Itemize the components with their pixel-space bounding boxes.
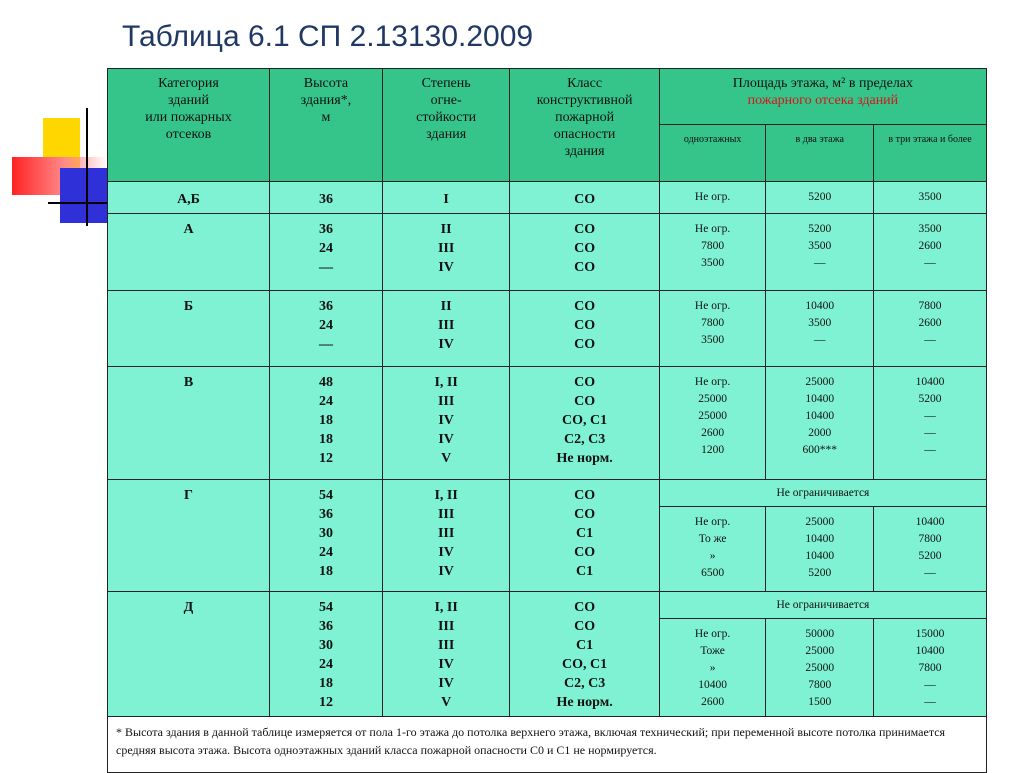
cell-fire-resistance: I [382,182,510,214]
cell-one-storey: Не огр. 25000 25000 2600 1200 [659,366,766,479]
cell-three-storey: 10400 5200 — — — [874,366,987,479]
table-row [108,182,987,214]
cell-fire-resistance: I, II III III IV IV V [382,592,510,716]
page-title: Таблица 6.1 СП 2.13130.2009 [122,20,534,53]
cell-height: 48 24 18 18 12 [270,366,383,479]
cell-fire-resistance: II III IV [382,290,510,366]
table-row [108,290,987,366]
cell-category: Г [108,480,270,592]
cell-one-storey: Не огр. То же » 6500 [659,507,766,592]
cell-category: А,Б [108,182,270,214]
cell-height: 54 36 30 24 18 [270,480,383,592]
cell-one-storey: Не огр. 7800 3500 [659,290,766,366]
cell-category: В [108,366,270,479]
cell-one-storey: Не огр. [659,182,766,214]
table-footnote: * Высота здания в данной таблице измеряется от пола 1-го этажа до потолка верхнего этажа, включая технический; при переменной высоте потолка принимается средняя высота этажа. Высота одноэтажных зданий класса пожарной опасности С0 и С1 не нормируется. [108,716,987,772]
cell-class: СО СО С1 СО С1 [510,480,659,592]
cell-three-storey: 7800 2600 — [874,290,987,366]
cell-fire-resistance: I, II III III IV IV [382,480,510,592]
cell-category: А [108,214,270,290]
subheader-two-storey: в два этажа [766,125,874,182]
cell-one-storey: Не огр. Тоже » 10400 2600 [659,619,766,716]
cell-category: Д [108,592,270,716]
header-fire-resistance: Степень огне- стойкости здания [382,69,510,182]
cell-fire-resistance: II III IV [382,214,510,290]
cell-two-storey: 50000 25000 25000 7800 1500 [766,619,874,716]
header-category: Категория зданий или пожарных отсеков [108,69,270,182]
table-row [108,480,987,507]
cell-class: СО СО СО, С1 С2, С3 Не норм. [510,366,659,479]
cell-class: СО [510,182,659,214]
cell-two-storey: 25000 10400 10400 5200 [766,507,874,592]
cell-height: 36 24 — [270,214,383,290]
cell-category: Б [108,290,270,366]
fire-safety-table [107,68,987,773]
header-floor-area: Площадь этажа, м² в пределах пожарного отсека зданий [659,69,986,125]
header-height: Высота здания*, м [270,69,383,182]
cell-height: 54 36 30 24 18 12 [270,592,383,716]
cell-three-storey: 15000 10400 7800 — — [874,619,987,716]
cell-height: 36 [270,182,383,214]
cell-two-storey: 5200 [766,182,874,214]
subheader-three-storey: в три этажа и более [874,125,987,182]
cell-height: 36 24 — [270,290,383,366]
decor-horizontal-line [48,202,110,204]
cell-three-storey: 3500 2600 — [874,214,987,290]
cell-class: СО СО С1 СО, С1 С2, С3 Не норм. [510,592,659,716]
cell-class: СО СО СО [510,290,659,366]
cell-two-storey: 25000 10400 10400 2000 600*** [766,366,874,479]
cell-one-storey: Не огр. 7800 3500 [659,214,766,290]
cell-fire-resistance: I, II III IV IV V [382,366,510,479]
table-row [108,214,987,290]
table-row [108,366,987,479]
cell-not-limited: Не ограничивается [659,480,986,507]
decor-blue-square [60,168,107,223]
header-structural-class: Класс конструктивной пожарной опасности здания [510,69,659,182]
cell-three-storey: 10400 7800 5200 — [874,507,987,592]
cell-class: СО СО СО [510,214,659,290]
subheader-one-storey: одноэтажных [659,125,766,182]
decor-vertical-line [86,108,88,226]
cell-not-limited: Не ограничивается [659,592,986,619]
cell-two-storey: 5200 3500 — [766,214,874,290]
cell-three-storey: 3500 [874,182,987,214]
cell-two-storey: 10400 3500 — [766,290,874,366]
table-row [108,592,987,619]
